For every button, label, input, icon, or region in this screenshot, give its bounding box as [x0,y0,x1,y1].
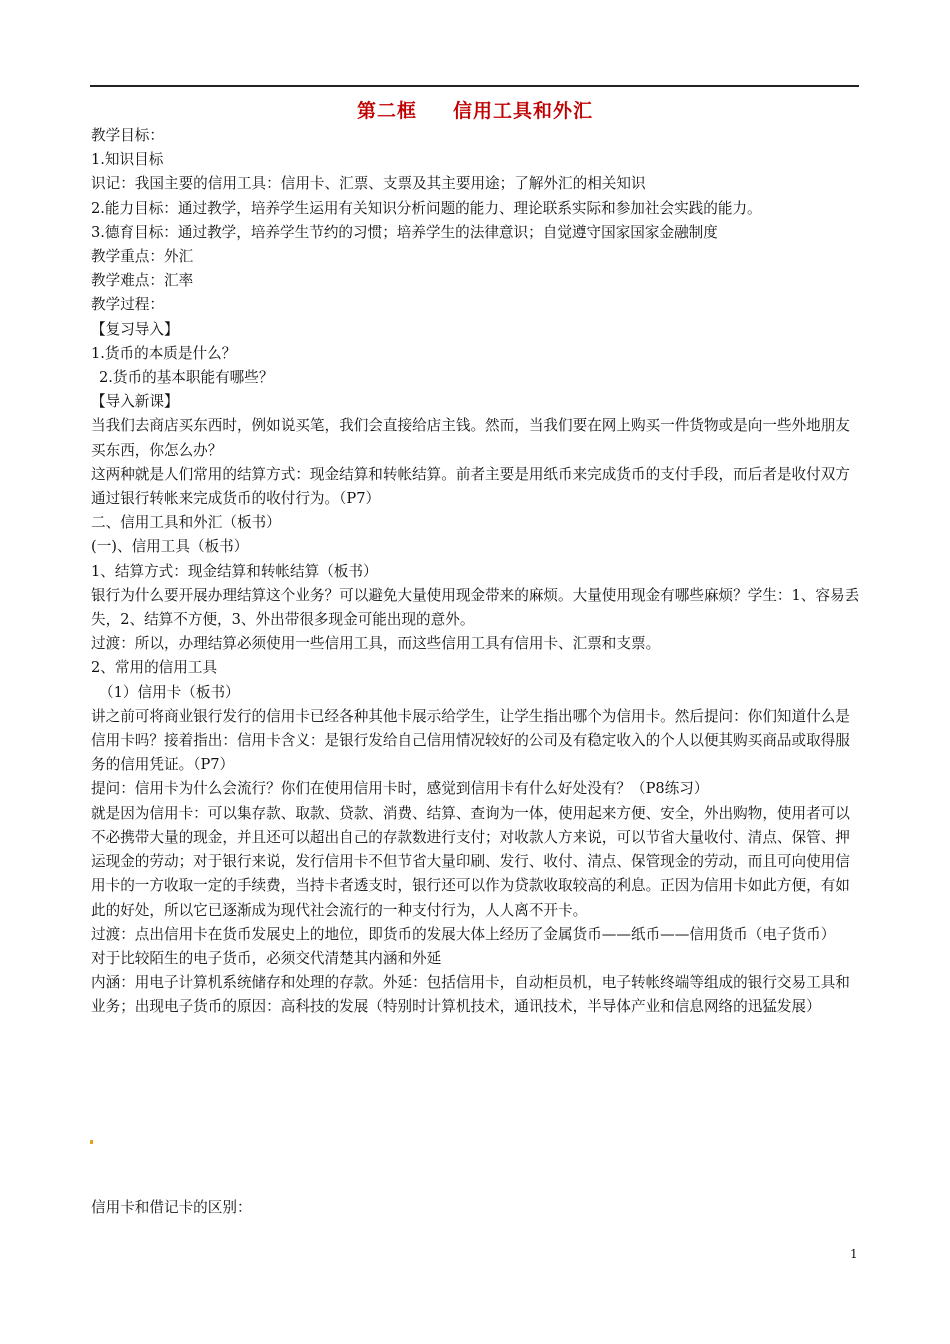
title-part-2: 信用工具和外汇 [453,100,594,122]
document-body [91,124,861,1020]
paragraph: 当我们去商店买东西时，例如说买笔，我们会直接给店主钱。然而，当我们要在网上购买一件货物或是向一些外地朋友买东西，你怎么办？ [91,417,850,459]
paragraph: 3.德育目标：通过教学，培养学生节约的习惯；培养学生的法律意识；自觉遵守国家国家金融制度 [91,223,718,241]
paragraph: 教学难点：汇率 [91,272,194,290]
paragraph: （1）信用卡（板书） [99,683,240,701]
paragraph: (一)、信用工具（板书） [91,538,249,556]
paragraph: 内涵：用电子计算机系统储存和处理的存款。外延：包括信用卡，自动柜员机，电子转帐终端等组成的银行交易工具和业务；出现电子货币的原因：高科技的发展（特别时计算机技术，通讯技术，半导体产业和信息网络的迅猛发展） [91,974,850,1016]
paragraph: 就是因为信用卡：可以集存款、取款、贷款、消费、结算、查询为一体，使用起来方便、安全，外出购物，使用者可以不必携带大量的现金，并且还可以超出自己的存款数进行支付；对收款人方来说，可以节省大量收付、清点、保管、押运现金的劳动；对于银行来说，发行信用卡不但节省大量印刷、发行、收付、清点、保管现金的劳动，而且可向使用信用卡的一方收取一定的手续费，当持卡者透支时，银行还可以作为贷款收取较高的利息。正因为信用卡如此方便，有如此的好处，所以它已逐渐成为现代社会流行的一种支付行为，人人离不开卡。 [91,804,850,919]
stray-mark [90,1140,93,1144]
paragraph: 教学过程： [91,296,164,314]
paragraph: 2.能力目标：通过教学，培养学生运用有关知识分析问题的能力、理论联系实际和参加社会实践的能力。 [91,199,762,217]
paragraph: 讲之前可将商业银行发行的信用卡已经各种其他卡展示给学生，让学生指出哪个为信用卡。然后提问：你们知道什么是信用卡吗？接着指出：信用卡含义：是银行发给自己信用情况较好的公司及有稳定收入的个人以便其购买商品或取得服务的信用凭证。（P7） [91,707,850,774]
title-part-1: 第二框 [356,100,417,122]
paragraph: 2.货币的基本职能有哪些？ [99,369,274,387]
header-rule [90,85,859,87]
closing-line: 信用卡和借记卡的区别： [91,1199,252,1216]
paragraph: 1、结算方式：现金结算和转帐结算（板书） [91,562,378,580]
paragraph: 过渡：所以，办理结算必须使用一些信用工具，而这些信用工具有信用卡、汇票和支票。 [91,635,661,653]
section-heading: 【导入新课】 [91,393,179,411]
paragraph: 提问：信用卡为什么会流行？你们在使用信用卡时，感觉到信用卡有什么好处没有？（P8练习） [91,780,709,798]
paragraph: 对于比较陌生的电子货币，必须交代清楚其内涵和外延 [91,949,442,967]
paragraph: 过渡：点出信用卡在货币发展史上的地位，即货币的发展大体上经历了金属货币——纸币——信用货币（电子货币） [91,925,836,943]
paragraph: 银行为什么要开展办理结算这个业务？可以避免大量使用现金带来的麻烦。大量使用现金有哪些麻烦？学生：1、容易丢失，2、结算不方便，3、外出带很多现金可能出现的意外。 [91,586,860,629]
page-number: 1 [850,1247,858,1261]
paragraph: 二、信用工具和外汇（板书） [91,514,281,532]
paragraph: 1.货币的本质是什么？ [91,344,237,362]
paragraph: 识记：我国主要的信用工具：信用卡、汇票、支票及其主要用途；了解外汇的相关知识 [91,175,646,193]
section-heading: 【复习导入】 [91,320,179,338]
paragraph: 1.知识目标 [91,151,164,169]
paragraph: 教学目标： [91,127,164,144]
paragraph: 教学重点：外汇 [91,248,194,266]
paragraph: 这两种就是人们常用的结算方式：现金结算和转帐结算。前者主要是用纸币来完成货币的支付手段，而后者是收付双方通过银行转帐来完成货币的收付行为。（P7） [91,465,850,508]
page-title [0,96,950,123]
paragraph: 2、常用的信用工具 [91,659,218,677]
